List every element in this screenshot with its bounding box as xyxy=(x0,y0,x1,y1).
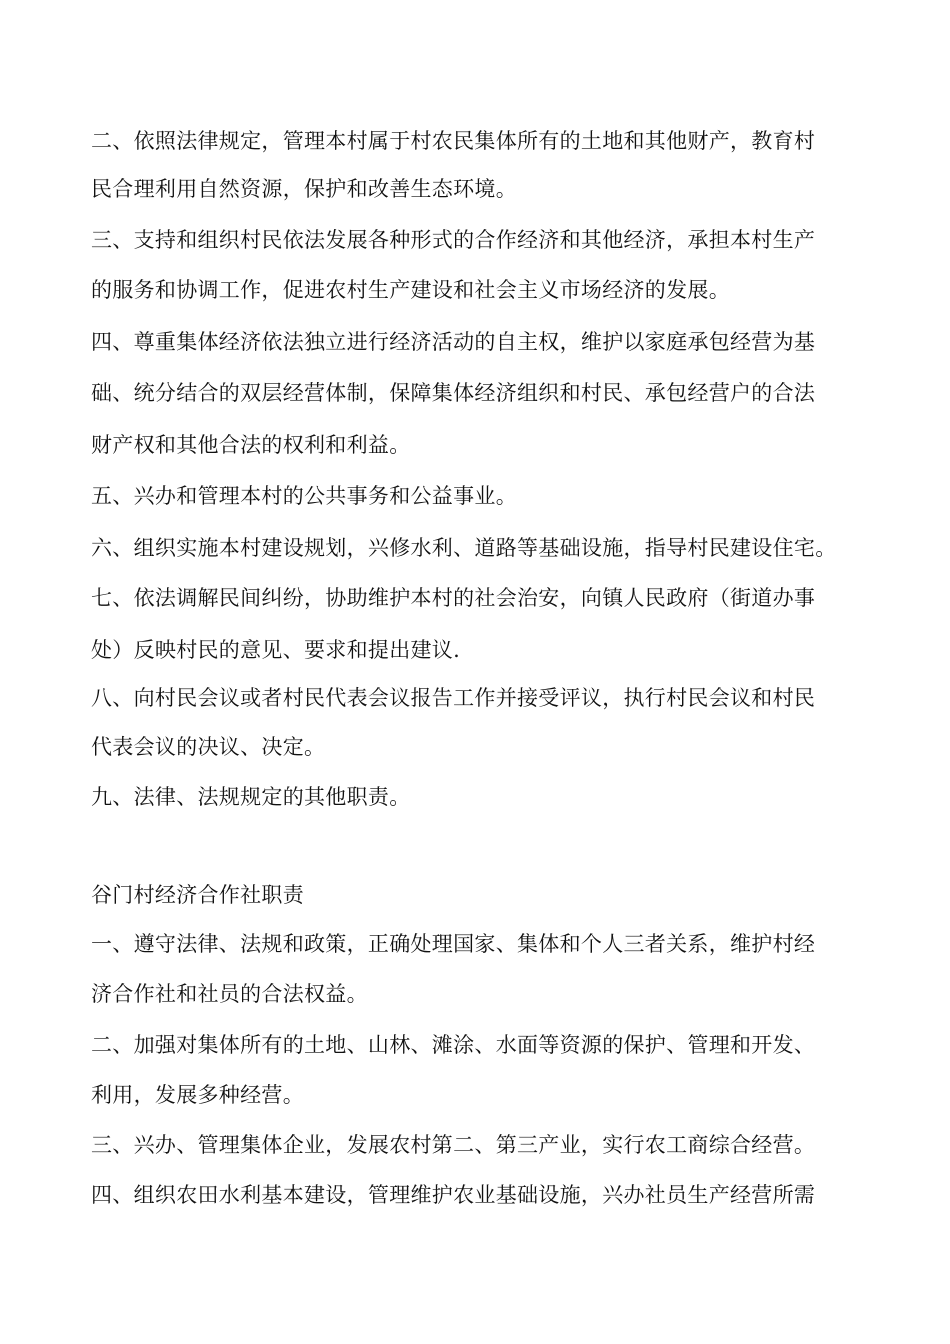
text-line: 处）反映村民的意见、要求和提出建议. xyxy=(91,638,461,662)
text-line: 五、兴办和管理本村的公共事务和公益事业。 xyxy=(91,484,517,508)
text-line: 代表会议的决议、决定。 xyxy=(91,735,326,759)
text-line: 二、依照法律规定，管理本村属于村农民集体所有的土地和其他财产，教育村 xyxy=(91,129,816,153)
section-heading: 谷门村经济合作社职责 xyxy=(91,883,304,907)
text-line: 四、组织农田水利基本建设，管理维护农业基础设施，兴办社员生产经营所需 xyxy=(91,1183,816,1207)
text-line: 民合理利用自然资源，保护和改善生态环境。 xyxy=(91,177,517,201)
text-line: 七、依法调解民间纠纷，协助维护本村的社会治安，向镇人民政府（街道办事 xyxy=(91,586,816,610)
text-line: 四、尊重集体经济依法独立进行经济活动的自主权，维护以家庭承包经营为基 xyxy=(91,330,816,354)
text-line: 一、遵守法律、法规和政策，正确处理国家、集体和个人三者关系，维护村经 xyxy=(91,932,816,956)
text-line: 八、向村民会议或者村民代表会议报告工作并接受评议，执行村民会议和村民 xyxy=(91,686,816,710)
text-line: 三、兴办、管理集体企业，发展农村第二、第三产业，实行农工商综合经营。 xyxy=(91,1133,816,1157)
text-line: 的服务和协调工作，促进农村生产建设和社会主义市场经济的发展。 xyxy=(91,278,730,302)
text-line: 六、组织实施本村建设规划，兴修水利、道路等基础设施，指导村民建设住宅。 xyxy=(91,536,837,560)
text-line: 础、统分结合的双层经营体制，保障集体经济组织和村民、承包经营户的合法 xyxy=(91,381,816,405)
text-line: 三、支持和组织村民依法发展各种形式的合作经济和其他经济，承担本村生产 xyxy=(91,228,816,252)
text-line: 利用，发展多种经营。 xyxy=(91,1083,304,1107)
text-line: 二、加强对集体所有的土地、山林、滩涂、水面等资源的保护、管理和开发、 xyxy=(91,1033,816,1057)
text-line: 九、法律、法规规定的其他职责。 xyxy=(91,785,411,809)
text-line: 财产权和其他合法的权利和利益。 xyxy=(91,433,411,457)
text-line: 济合作社和社员的合法权益。 xyxy=(91,982,368,1006)
